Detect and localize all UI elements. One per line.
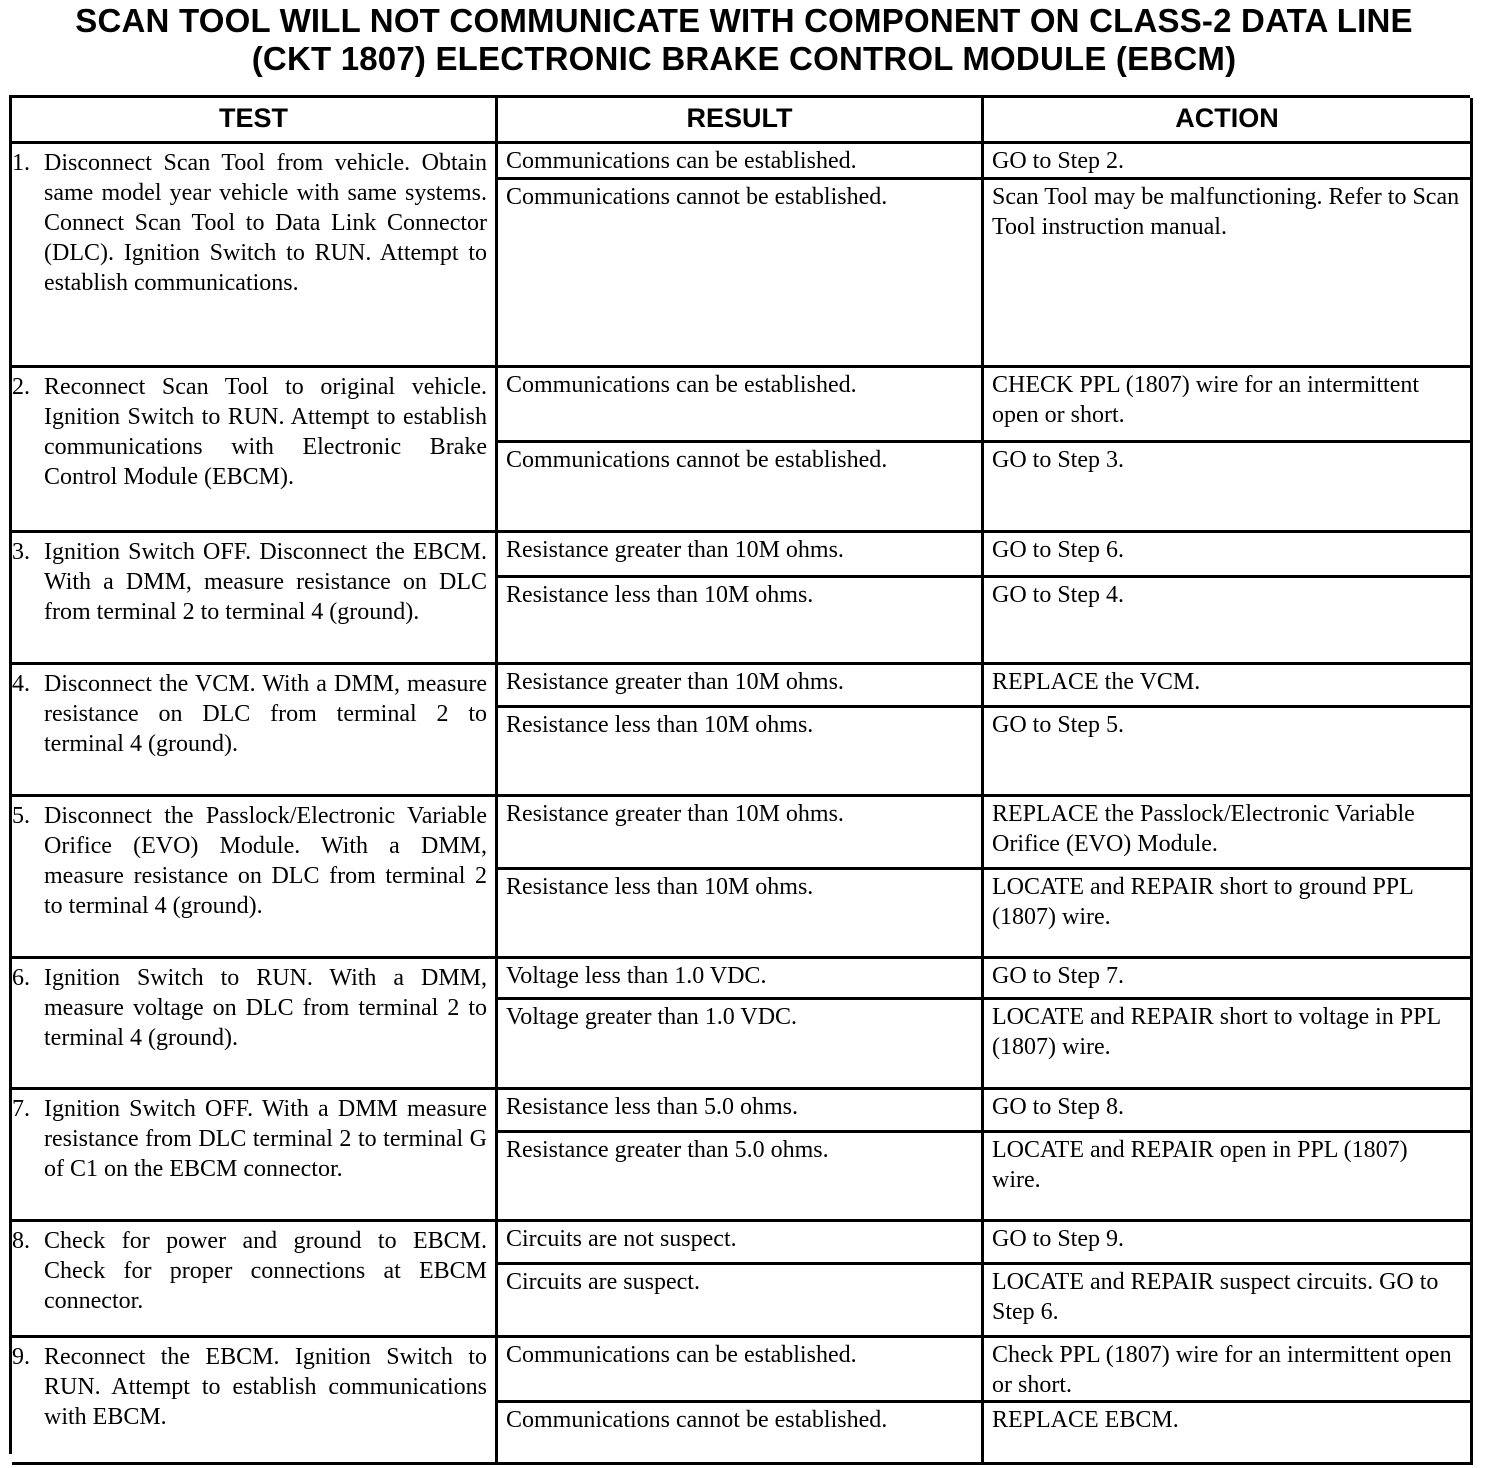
result-text: Resistance greater than 10M ohms. — [506, 669, 844, 695]
action-text: REPLACE EBCM. — [984, 1400, 1470, 1462]
action-text: GO to Step 4. — [984, 575, 1470, 662]
step-9-result-cell — [498, 1338, 984, 1465]
test-step-5 — [12, 797, 498, 959]
step-number: 3. — [12, 539, 30, 565]
header-test: TEST — [12, 98, 498, 144]
step-number: 9. — [12, 1344, 30, 1370]
result-text: Resistance less than 5.0 ohms. — [506, 1094, 798, 1120]
result-text: Resistance less than 10M ohms. — [498, 575, 981, 662]
step-test-text: Ignition Switch to RUN. With a DMM, measure voltage on DLC from terminal 2 to terminal 4 (ground). — [44, 965, 487, 1051]
step-test-text: Ignition Switch OFF. Disconnect the EBCM. With a DMM, measure resistance on DLC from terminal 2 to terminal 4 (ground). — [44, 539, 487, 625]
step-number: 4. — [12, 671, 30, 697]
step-5-action-cell — [984, 797, 1473, 959]
step-test-text: Reconnect Scan Tool to original vehicle. Ignition Switch to RUN. Attempt to establish communications with Electronic Brake Control Module (EBCM). — [44, 374, 487, 490]
step-test-text: Check for power and ground to EBCM. Check for proper connections at EBCM connector. — [44, 1228, 487, 1314]
step-9-action-cell — [984, 1338, 1473, 1465]
result-text: Communications cannot be established. — [498, 440, 981, 530]
diagnostic-table — [9, 95, 1470, 1454]
test-step-1 — [12, 144, 498, 368]
test-step-9 — [12, 1338, 498, 1465]
step-8-result-cell — [498, 1222, 984, 1338]
action-text: REPLACE the VCM. — [992, 669, 1201, 695]
step-number: 5. — [12, 803, 30, 829]
result-text: Resistance greater than 10M ohms. — [506, 537, 844, 563]
test-step-7 — [12, 1090, 498, 1222]
result-text: Circuits are not suspect. — [506, 1226, 737, 1252]
result-text: Resistance less than 10M ohms. — [498, 867, 981, 956]
step-test-text: Disconnect the VCM. With a DMM, measure resistance on DLC from terminal 2 to terminal 4 (ground). — [44, 671, 487, 757]
action-text: GO to Step 8. — [992, 1094, 1124, 1120]
step-7-action-cell — [984, 1090, 1473, 1222]
action-text: LOCATE and REPAIR short to ground PPL (1807) wire. — [984, 867, 1470, 956]
title-line-2: (CKT 1807) ELECTRONIC BRAKE CONTROL MODULE (EBCM) — [251, 40, 1237, 77]
action-text: LOCATE and REPAIR short to voltage in PPL (1807) wire. — [984, 997, 1470, 1087]
step-5-result-cell — [498, 797, 984, 959]
step-3-result-cell — [498, 533, 984, 665]
header-action: ACTION — [984, 98, 1473, 144]
step-2-action-cell — [984, 368, 1473, 533]
title-line-1: SCAN TOOL WILL NOT COMMUNICATE WITH COMPONENT ON CLASS-2 DATA LINE — [75, 2, 1413, 39]
step-number: 2. — [12, 374, 30, 400]
step-6-action-cell — [984, 959, 1473, 1090]
result-text: Voltage greater than 1.0 VDC. — [498, 997, 981, 1087]
step-number: 8. — [12, 1228, 30, 1254]
step-4-result-cell — [498, 665, 984, 797]
header-result: RESULT — [498, 98, 984, 144]
result-text: Communications cannot be established. — [498, 1400, 981, 1462]
result-text: Communications can be established. — [506, 372, 857, 398]
step-8-action-cell — [984, 1222, 1473, 1338]
result-text: Voltage less than 1.0 VDC. — [506, 963, 767, 989]
test-step-2 — [12, 368, 498, 533]
step-1-result-cell — [498, 144, 984, 368]
test-step-6 — [12, 959, 498, 1090]
test-step-4 — [12, 665, 498, 797]
action-text: GO to Step 6. — [992, 537, 1124, 563]
test-step-3 — [12, 533, 498, 665]
result-text: Communications cannot be established. — [498, 177, 981, 365]
result-text: Communications can be established. — [506, 148, 857, 174]
step-number: 6. — [12, 965, 30, 991]
action-text: GO to Step 5. — [984, 705, 1470, 794]
action-text: GO to Step 3. — [984, 440, 1470, 530]
step-test-text: Disconnect Scan Tool from vehicle. Obtain same model year vehicle with same systems. Connect Scan Tool to Data Link Connector (DLC). Ignition Switch to RUN. Attempt to establish communications. — [44, 150, 487, 296]
action-text: REPLACE the Passlock/Electronic Variable Orifice (EVO) Module. — [992, 801, 1415, 857]
result-text: Resistance greater than 10M ohms. — [506, 801, 844, 827]
page-title — [0, 2, 1488, 78]
result-text: Communications can be established. — [506, 1342, 857, 1368]
action-text: GO to Step 9. — [992, 1226, 1124, 1252]
result-text: Resistance greater than 5.0 ohms. — [498, 1130, 981, 1219]
step-1-action-cell — [984, 144, 1473, 368]
result-text: Resistance less than 10M ohms. — [498, 705, 981, 794]
step-test-text: Ignition Switch OFF. With a DMM measure resistance from DLC terminal 2 to terminal G of C1 on the EBCM connector. — [44, 1096, 487, 1182]
step-3-action-cell — [984, 533, 1473, 665]
step-test-text: Reconnect the EBCM. Ignition Switch to RUN. Attempt to establish communications with EBCM. — [44, 1344, 487, 1430]
step-number: 7. — [12, 1096, 30, 1122]
action-text: LOCATE and REPAIR suspect circuits. GO to Step 6. — [984, 1262, 1470, 1335]
action-text: LOCATE and REPAIR open in PPL (1807) wire. — [984, 1130, 1470, 1219]
step-2-result-cell — [498, 368, 984, 533]
action-text: GO to Step 7. — [992, 963, 1124, 989]
step-number: 1. — [12, 150, 30, 176]
step-7-result-cell — [498, 1090, 984, 1222]
action-text: Scan Tool may be malfunctioning. Refer to Scan Tool instruction manual. — [984, 177, 1470, 365]
step-4-action-cell — [984, 665, 1473, 797]
step-6-result-cell — [498, 959, 984, 1090]
action-text: Check PPL (1807) wire for an intermittent open or short. — [992, 1342, 1452, 1398]
action-text: GO to Step 2. — [992, 148, 1124, 174]
test-step-8 — [12, 1222, 498, 1338]
action-text: CHECK PPL (1807) wire for an intermittent open or short. — [992, 372, 1420, 428]
step-test-text: Disconnect the Passlock/Electronic Variable Orifice (EVO) Module. With a DMM, measure resistance on DLC from terminal 2 to terminal 4 (ground). — [44, 803, 487, 919]
result-text: Circuits are suspect. — [498, 1262, 981, 1335]
